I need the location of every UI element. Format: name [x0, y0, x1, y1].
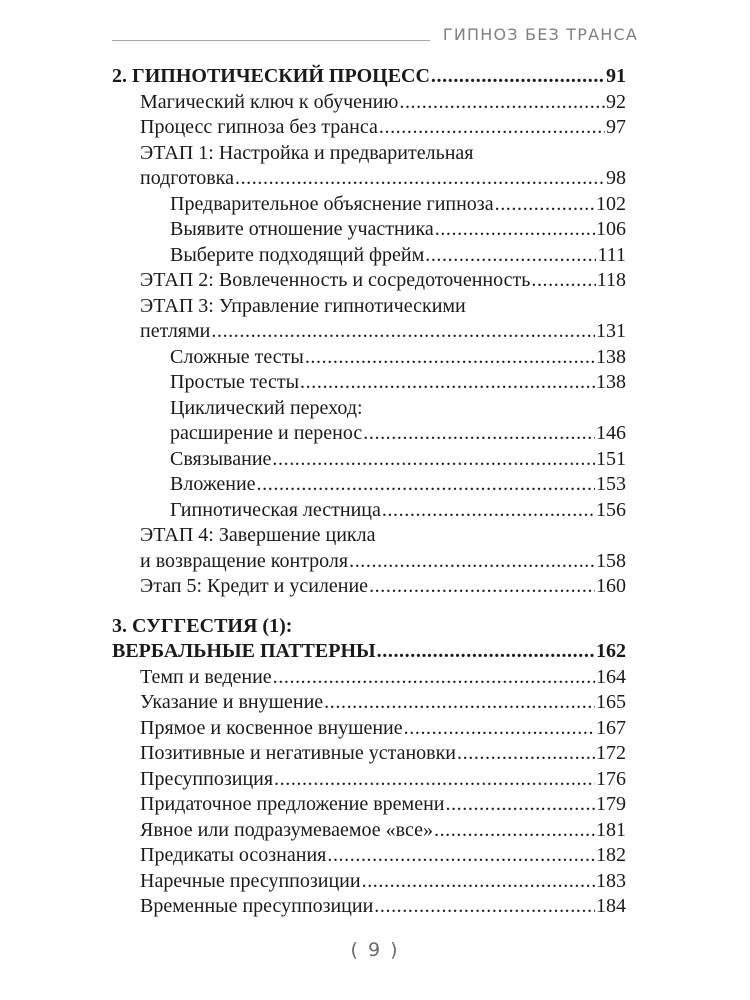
dot-leader — [257, 472, 595, 498]
toc-title: Предварительное объяснение гипноза — [170, 192, 494, 215]
toc-title: петлями — [140, 320, 211, 342]
toc-page: 111 — [597, 243, 626, 266]
toc-title: Магический ключ к обучению — [140, 90, 399, 113]
toc-title: Придаточное предложение времени — [140, 793, 445, 815]
toc-section-3 — [112, 639, 626, 665]
toc-title: Вложение — [170, 473, 256, 495]
dot-leader — [495, 192, 595, 218]
toc-title: подготовка — [140, 167, 234, 189]
toc-page: 179 — [596, 793, 626, 815]
toc-entry — [112, 741, 626, 767]
page-number: ( 9 ) — [350, 939, 400, 961]
toc-title-line: ЭТАП 3: Управление гипнотическими — [140, 294, 466, 317]
toc-subentry — [112, 370, 626, 396]
toc-entry — [112, 319, 626, 345]
dot-leader — [305, 345, 595, 371]
dot-leader — [272, 447, 595, 473]
toc-title: Прямое и косвенное внушение — [140, 716, 403, 739]
dot-leader — [434, 818, 595, 844]
toc-subentry — [112, 217, 626, 243]
toc-section-2 — [112, 64, 626, 90]
toc-title: Явное или подразумеваемое «все» — [140, 818, 433, 841]
toc-page: 167 — [596, 716, 626, 739]
toc-subentry — [112, 472, 626, 498]
toc-page: 91 — [606, 65, 626, 87]
toc-title: 2. ГИПНОТИЧЕСКИЙ ПРОЦЕСС — [112, 65, 430, 87]
dot-leader — [425, 243, 596, 269]
toc-page: 182 — [596, 844, 626, 866]
toc-title: Временные пресуппозиции — [140, 895, 374, 917]
dot-leader — [327, 843, 595, 869]
toc-page: 146 — [596, 422, 626, 444]
toc-title: Указание и внушение — [140, 691, 324, 713]
toc-title: Связывание — [170, 447, 272, 470]
toc-title: ВЕРБАЛЬНЫЕ ПАТТЕРНЫ — [112, 640, 376, 662]
toc-subentry — [112, 192, 626, 218]
toc-page: 172 — [596, 742, 626, 764]
dot-leader — [324, 690, 595, 716]
dot-leader — [274, 767, 595, 793]
toc-title: Выявите отношение участника — [170, 218, 434, 240]
toc-entry — [112, 894, 626, 920]
toc-page: 118 — [596, 269, 626, 291]
toc-entry — [112, 166, 626, 192]
toc-title: Темп и ведение — [140, 665, 272, 688]
toc-title: Простые тесты — [170, 371, 300, 393]
toc-entry — [112, 843, 626, 869]
toc-title: Сложные тесты — [170, 345, 304, 368]
toc-title: Процесс гипноза без транса — [140, 116, 378, 138]
toc-subentry — [112, 345, 626, 371]
toc-page: 151 — [596, 447, 626, 470]
toc-page: 102 — [596, 192, 626, 215]
toc-title: Наречные пресуппозиции — [140, 869, 361, 892]
toc-page: 131 — [596, 320, 626, 342]
toc-title: Гипнотическая лестница — [170, 498, 381, 521]
dot-leader — [382, 498, 595, 524]
dot-leader — [362, 869, 595, 895]
toc-title: Пресуппозиция — [140, 767, 274, 790]
toc-title-line: Циклический переход: — [170, 396, 363, 419]
dot-leader — [531, 268, 595, 294]
toc-title: ЭТАП 2: Вовлеченность и сосредоточенность — [140, 269, 531, 291]
toc-title: Этап 5: Кредит и усиление — [140, 575, 369, 597]
dot-leader — [273, 665, 595, 691]
toc-title: расширение и перенос — [170, 422, 363, 444]
dot-leader — [369, 574, 595, 600]
toc-subentry — [112, 243, 626, 269]
toc-page: 138 — [596, 371, 626, 393]
toc-entry — [112, 869, 626, 895]
toc-page: 183 — [596, 869, 626, 892]
toc-page: 181 — [596, 818, 626, 841]
toc-subentry — [112, 447, 626, 473]
dot-leader — [445, 792, 595, 818]
toc-entry — [112, 792, 626, 818]
toc-title: Позитивные и негативные установки — [140, 742, 457, 764]
header-rule — [112, 40, 430, 41]
toc-page: 158 — [596, 549, 626, 572]
table-of-contents — [112, 64, 626, 920]
toc-title: Предикаты осознания — [140, 844, 327, 866]
dot-leader — [374, 894, 595, 920]
toc-page: 138 — [596, 345, 626, 368]
dot-leader — [377, 639, 595, 665]
toc-entry — [112, 818, 626, 844]
toc-section-title-line: 3. СУГГЕСТИЯ (1): — [112, 614, 293, 637]
toc-page: 164 — [596, 665, 626, 688]
toc-entry — [112, 574, 626, 600]
dot-leader — [211, 319, 595, 345]
toc-page: 156 — [596, 498, 626, 521]
toc-page: 165 — [596, 691, 626, 713]
toc-title-line: ЭТАП 1: Настройка и предварительная — [140, 141, 474, 164]
toc-page: 98 — [606, 167, 626, 189]
toc-entry — [112, 549, 626, 575]
toc-subentry — [112, 421, 626, 447]
toc-title-line: ЭТАП 4: Завершение цикла — [140, 524, 376, 546]
toc-page: 92 — [606, 90, 626, 113]
dot-leader — [435, 217, 595, 243]
dot-leader — [404, 716, 595, 742]
toc-entry — [112, 690, 626, 716]
dot-leader — [349, 549, 595, 575]
toc-title: и возвращение контроля — [140, 549, 349, 572]
dot-leader — [300, 370, 595, 396]
dot-leader — [235, 166, 605, 192]
toc-title: Выберите подходящий фрейм — [170, 243, 425, 266]
toc-entry — [112, 716, 626, 742]
section-gap — [112, 600, 626, 614]
toc-page: 184 — [596, 895, 626, 917]
dot-leader — [379, 115, 605, 141]
toc-entry — [112, 665, 626, 691]
toc-page: 153 — [596, 473, 626, 495]
toc-entry — [112, 268, 626, 294]
dot-leader — [399, 90, 605, 116]
toc-page: 176 — [596, 767, 626, 790]
toc-page: 106 — [596, 218, 626, 240]
running-head: ГИПНОЗ БЕЗ ТРАНСА — [442, 25, 638, 44]
toc-subentry — [112, 498, 626, 524]
dot-leader — [457, 741, 595, 767]
toc-page: 160 — [596, 575, 626, 597]
dot-leader — [431, 64, 605, 90]
dot-leader — [363, 421, 595, 447]
toc-entry — [112, 90, 626, 116]
toc-page: 162 — [596, 640, 626, 662]
toc-entry — [112, 115, 626, 141]
toc-page: 97 — [606, 116, 626, 138]
toc-entry — [112, 767, 626, 793]
